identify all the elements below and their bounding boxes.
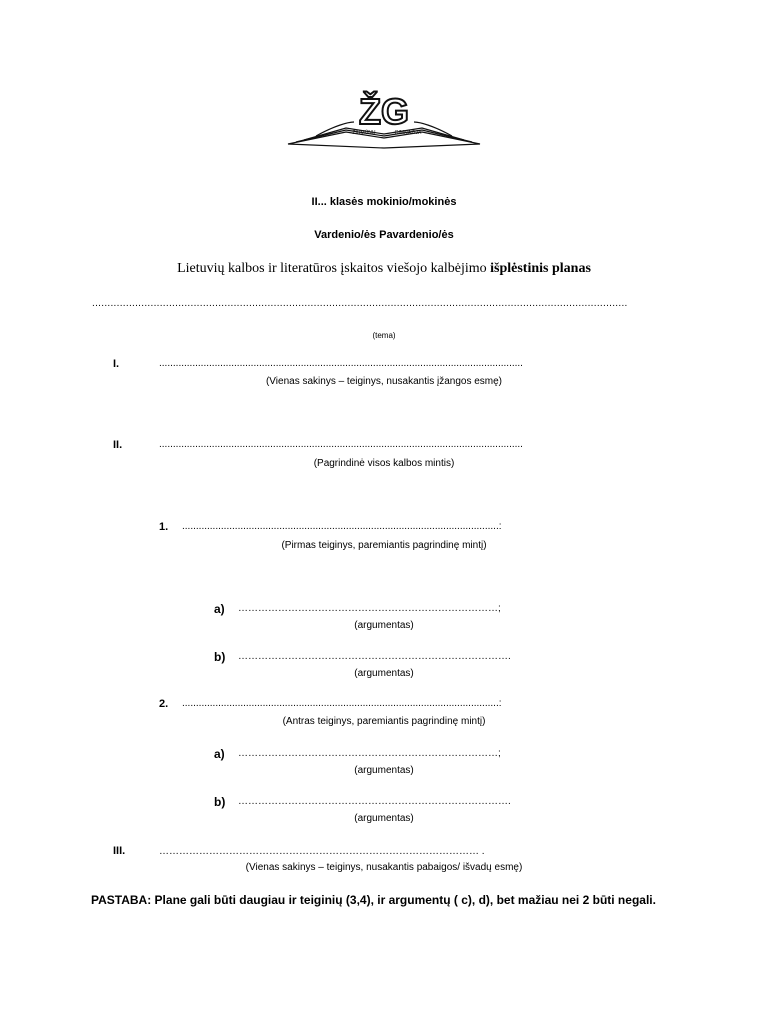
point-2a-letter: a) (214, 747, 225, 761)
class-line: II... klasės mokinio/mokinės (311, 196, 457, 208)
document-title (0, 261, 768, 277)
point-1-hint: (Pirmas teiginys, paremiantis pagrindinę mintį) (281, 540, 487, 551)
section-i-hint: (Vienas sakinys – teiginys, nusakantis įžangos esmę) (265, 376, 503, 387)
section-i-numeral: I. (113, 358, 120, 370)
point-1-number: 1. (159, 521, 169, 533)
point-1a-letter: a) (214, 602, 225, 616)
point-2-number: 2. (159, 698, 169, 710)
topic-label: (tema) (372, 331, 396, 340)
note-text: Plane gali būti daugiau ir teiginių (3,4), ir argumentų ( c), d), bet mažiau nei 2 būti negali. (151, 893, 656, 907)
point-2-hint: (Antras teiginys, paremiantis pagrindinę mintį) (282, 716, 486, 727)
logo-arc-right: GIMNAZIJA (394, 130, 422, 136)
title-prefix: Lietuvių kalbos ir literatūros įskaitos viešojo kalbėjimo (177, 261, 491, 276)
point-1b-dots: ………………………………………………………………………. (238, 651, 511, 662)
section-iii-hint: (Vienas sakinys – teiginys, nusakantis pabaigos/ išvadų esmę) (245, 862, 523, 873)
topic-dots: .............................................................................................................................................................................. (92, 298, 628, 309)
point-2a-hint: (argumentas) (354, 765, 414, 776)
point-1b-hint: (argumentas) (354, 668, 414, 679)
point-1a-dots: ……………………………………………………………………; (238, 603, 501, 614)
title-bold: išplėstinis planas (490, 261, 591, 276)
point-2-dots: ..................................................................................................................: (182, 698, 502, 709)
note (91, 893, 656, 907)
school-logo (286, 88, 482, 150)
section-iii-dots: …………………………………………………………………………………… . (159, 846, 485, 857)
logo-letters: ŽG (359, 91, 409, 132)
logo-arc-left: ŽIRMŪNŲ (352, 130, 376, 136)
section-i-dots: ................................................................................................................................... (159, 358, 523, 369)
section-ii-numeral: II. (113, 439, 123, 451)
point-1b-letter: b) (214, 650, 226, 664)
section-iii-numeral: III. (113, 845, 126, 857)
point-2a-dots: ……………………………………………………………………; (238, 748, 501, 759)
point-2b-dots: ………………………………………………………………………. (238, 796, 511, 807)
point-1a-hint: (argumentas) (354, 620, 414, 631)
section-ii-hint: (Pagrindinė visos kalbos mintis) (313, 458, 455, 469)
name-line: Vardenio/ės Pavardenio/ės (314, 229, 454, 241)
point-1-dots: ..................................................................................................................: (182, 521, 502, 532)
section-ii-dots: ................................................................................................................................... (159, 439, 523, 450)
note-label: PASTABA: (91, 893, 152, 907)
point-2b-hint: (argumentas) (354, 813, 414, 824)
point-2b-letter: b) (214, 795, 226, 809)
